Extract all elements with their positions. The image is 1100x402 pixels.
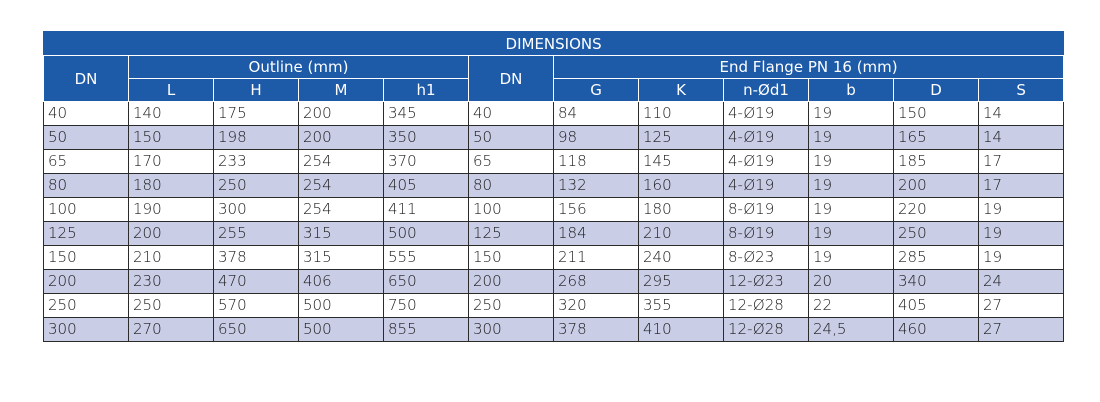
- cell-dn-flange: 250: [469, 294, 554, 318]
- cell-l: 150: [129, 126, 214, 150]
- column-header-d: D: [894, 79, 979, 102]
- cell-dn: 50: [44, 126, 129, 150]
- cell-h1: 650: [384, 270, 469, 294]
- group-header-row: [44, 56, 1064, 79]
- cell-k: 125: [639, 126, 724, 150]
- column-header-m: M: [299, 79, 384, 102]
- cell-k: 160: [639, 174, 724, 198]
- cell-k: 210: [639, 222, 724, 246]
- cell-k: 240: [639, 246, 724, 270]
- table-row: [44, 174, 1064, 198]
- cell-n-d1: 4-Ø19: [724, 126, 809, 150]
- dn-header-right: DN: [469, 56, 554, 102]
- cell-g: 156: [554, 198, 639, 222]
- cell-m: 254: [299, 174, 384, 198]
- cell-m: 315: [299, 222, 384, 246]
- cell-n-d1: 12-Ø28: [724, 318, 809, 342]
- cell-h1: 555: [384, 246, 469, 270]
- cell-l: 250: [129, 294, 214, 318]
- cell-h: 250: [214, 174, 299, 198]
- cell-s: 24: [979, 270, 1064, 294]
- cell-dn-flange: 200: [469, 270, 554, 294]
- cell-s: 17: [979, 174, 1064, 198]
- table-row: [44, 222, 1064, 246]
- cell-dn: 80: [44, 174, 129, 198]
- cell-d: 340: [894, 270, 979, 294]
- table-row: [44, 246, 1064, 270]
- cell-s: 19: [979, 198, 1064, 222]
- dimensions-table: [43, 31, 1064, 342]
- cell-n-d1: 8-Ø19: [724, 222, 809, 246]
- cell-h: 198: [214, 126, 299, 150]
- dn-header-left: DN: [44, 56, 129, 102]
- cell-h: 255: [214, 222, 299, 246]
- cell-b: 19: [809, 102, 894, 126]
- cell-l: 190: [129, 198, 214, 222]
- cell-b: 19: [809, 198, 894, 222]
- cell-l: 270: [129, 318, 214, 342]
- cell-n-d1: 4-Ø19: [724, 150, 809, 174]
- cell-dn: 100: [44, 198, 129, 222]
- column-header-l: L: [129, 79, 214, 102]
- cell-dn-flange: 65: [469, 150, 554, 174]
- cell-l: 140: [129, 102, 214, 126]
- cell-s: 27: [979, 318, 1064, 342]
- cell-dn-flange: 300: [469, 318, 554, 342]
- cell-dn-flange: 150: [469, 246, 554, 270]
- cell-b: 20: [809, 270, 894, 294]
- cell-g: 118: [554, 150, 639, 174]
- cell-dn-flange: 80: [469, 174, 554, 198]
- cell-b: 19: [809, 246, 894, 270]
- cell-n-d1: 12-Ø28: [724, 294, 809, 318]
- cell-dn-flange: 125: [469, 222, 554, 246]
- cell-g: 84: [554, 102, 639, 126]
- cell-k: 355: [639, 294, 724, 318]
- cell-k: 295: [639, 270, 724, 294]
- cell-m: 200: [299, 102, 384, 126]
- cell-h1: 405: [384, 174, 469, 198]
- cell-b: 19: [809, 174, 894, 198]
- cell-n-d1: 8-Ø23: [724, 246, 809, 270]
- cell-h1: 855: [384, 318, 469, 342]
- cell-m: 500: [299, 318, 384, 342]
- cell-h1: 350: [384, 126, 469, 150]
- table-row: [44, 270, 1064, 294]
- cell-h1: 370: [384, 150, 469, 174]
- cell-dn: 200: [44, 270, 129, 294]
- cell-n-d1: 12-Ø23: [724, 270, 809, 294]
- cell-b: 24,5: [809, 318, 894, 342]
- cell-b: 19: [809, 222, 894, 246]
- cell-h: 378: [214, 246, 299, 270]
- table-row: [44, 150, 1064, 174]
- cell-h1: 345: [384, 102, 469, 126]
- cell-dn: 300: [44, 318, 129, 342]
- cell-g: 211: [554, 246, 639, 270]
- cell-dn: 65: [44, 150, 129, 174]
- cell-h: 233: [214, 150, 299, 174]
- cell-n-d1: 4-Ø19: [724, 102, 809, 126]
- cell-dn-flange: 50: [469, 126, 554, 150]
- cell-dn: 250: [44, 294, 129, 318]
- cell-l: 210: [129, 246, 214, 270]
- cell-d: 165: [894, 126, 979, 150]
- cell-g: 98: [554, 126, 639, 150]
- cell-d: 285: [894, 246, 979, 270]
- cell-k: 110: [639, 102, 724, 126]
- cell-n-d1: 8-Ø19: [724, 198, 809, 222]
- title-row: [44, 32, 1064, 56]
- cell-g: 378: [554, 318, 639, 342]
- cell-m: 500: [299, 294, 384, 318]
- cell-dn: 125: [44, 222, 129, 246]
- cell-b: 22: [809, 294, 894, 318]
- cell-d: 185: [894, 150, 979, 174]
- table-body: [44, 102, 1064, 342]
- cell-k: 180: [639, 198, 724, 222]
- cell-d: 405: [894, 294, 979, 318]
- column-header-h1: h1: [384, 79, 469, 102]
- cell-dn: 40: [44, 102, 129, 126]
- cell-h1: 750: [384, 294, 469, 318]
- cell-b: 19: [809, 150, 894, 174]
- cell-h1: 411: [384, 198, 469, 222]
- cell-dn-flange: 100: [469, 198, 554, 222]
- cell-d: 220: [894, 198, 979, 222]
- cell-dn: 150: [44, 246, 129, 270]
- table-header: [44, 32, 1064, 102]
- cell-n-d1: 4-Ø19: [724, 174, 809, 198]
- cell-m: 406: [299, 270, 384, 294]
- table-row: [44, 126, 1064, 150]
- cell-s: 27: [979, 294, 1064, 318]
- subheader-row: [44, 79, 1064, 102]
- cell-l: 170: [129, 150, 214, 174]
- cell-k: 410: [639, 318, 724, 342]
- column-header-k: K: [639, 79, 724, 102]
- cell-l: 200: [129, 222, 214, 246]
- cell-b: 19: [809, 126, 894, 150]
- table-row: [44, 294, 1064, 318]
- column-header-b: b: [809, 79, 894, 102]
- flange-group-header: End Flange PN 16 (mm): [554, 56, 1064, 79]
- cell-d: 200: [894, 174, 979, 198]
- cell-dn-flange: 40: [469, 102, 554, 126]
- cell-s: 17: [979, 150, 1064, 174]
- cell-g: 132: [554, 174, 639, 198]
- cell-d: 150: [894, 102, 979, 126]
- cell-s: 19: [979, 246, 1064, 270]
- cell-m: 200: [299, 126, 384, 150]
- cell-s: 14: [979, 126, 1064, 150]
- cell-m: 315: [299, 246, 384, 270]
- cell-h: 175: [214, 102, 299, 126]
- cell-h1: 500: [384, 222, 469, 246]
- cell-g: 184: [554, 222, 639, 246]
- cell-d: 250: [894, 222, 979, 246]
- cell-m: 254: [299, 150, 384, 174]
- column-header-s: S: [979, 79, 1064, 102]
- cell-d: 460: [894, 318, 979, 342]
- cell-h: 650: [214, 318, 299, 342]
- outline-group-header: Outline (mm): [129, 56, 469, 79]
- cell-l: 230: [129, 270, 214, 294]
- cell-g: 268: [554, 270, 639, 294]
- cell-l: 180: [129, 174, 214, 198]
- cell-k: 145: [639, 150, 724, 174]
- cell-h: 300: [214, 198, 299, 222]
- cell-s: 14: [979, 102, 1064, 126]
- column-header-n-d1: n-Ød1: [724, 79, 809, 102]
- cell-m: 254: [299, 198, 384, 222]
- table-row: [44, 318, 1064, 342]
- cell-h: 570: [214, 294, 299, 318]
- table-row: [44, 102, 1064, 126]
- column-header-g: G: [554, 79, 639, 102]
- column-header-h: H: [214, 79, 299, 102]
- table-title: DIMENSIONS: [44, 32, 1064, 56]
- table-row: [44, 198, 1064, 222]
- cell-h: 470: [214, 270, 299, 294]
- cell-g: 320: [554, 294, 639, 318]
- cell-s: 19: [979, 222, 1064, 246]
